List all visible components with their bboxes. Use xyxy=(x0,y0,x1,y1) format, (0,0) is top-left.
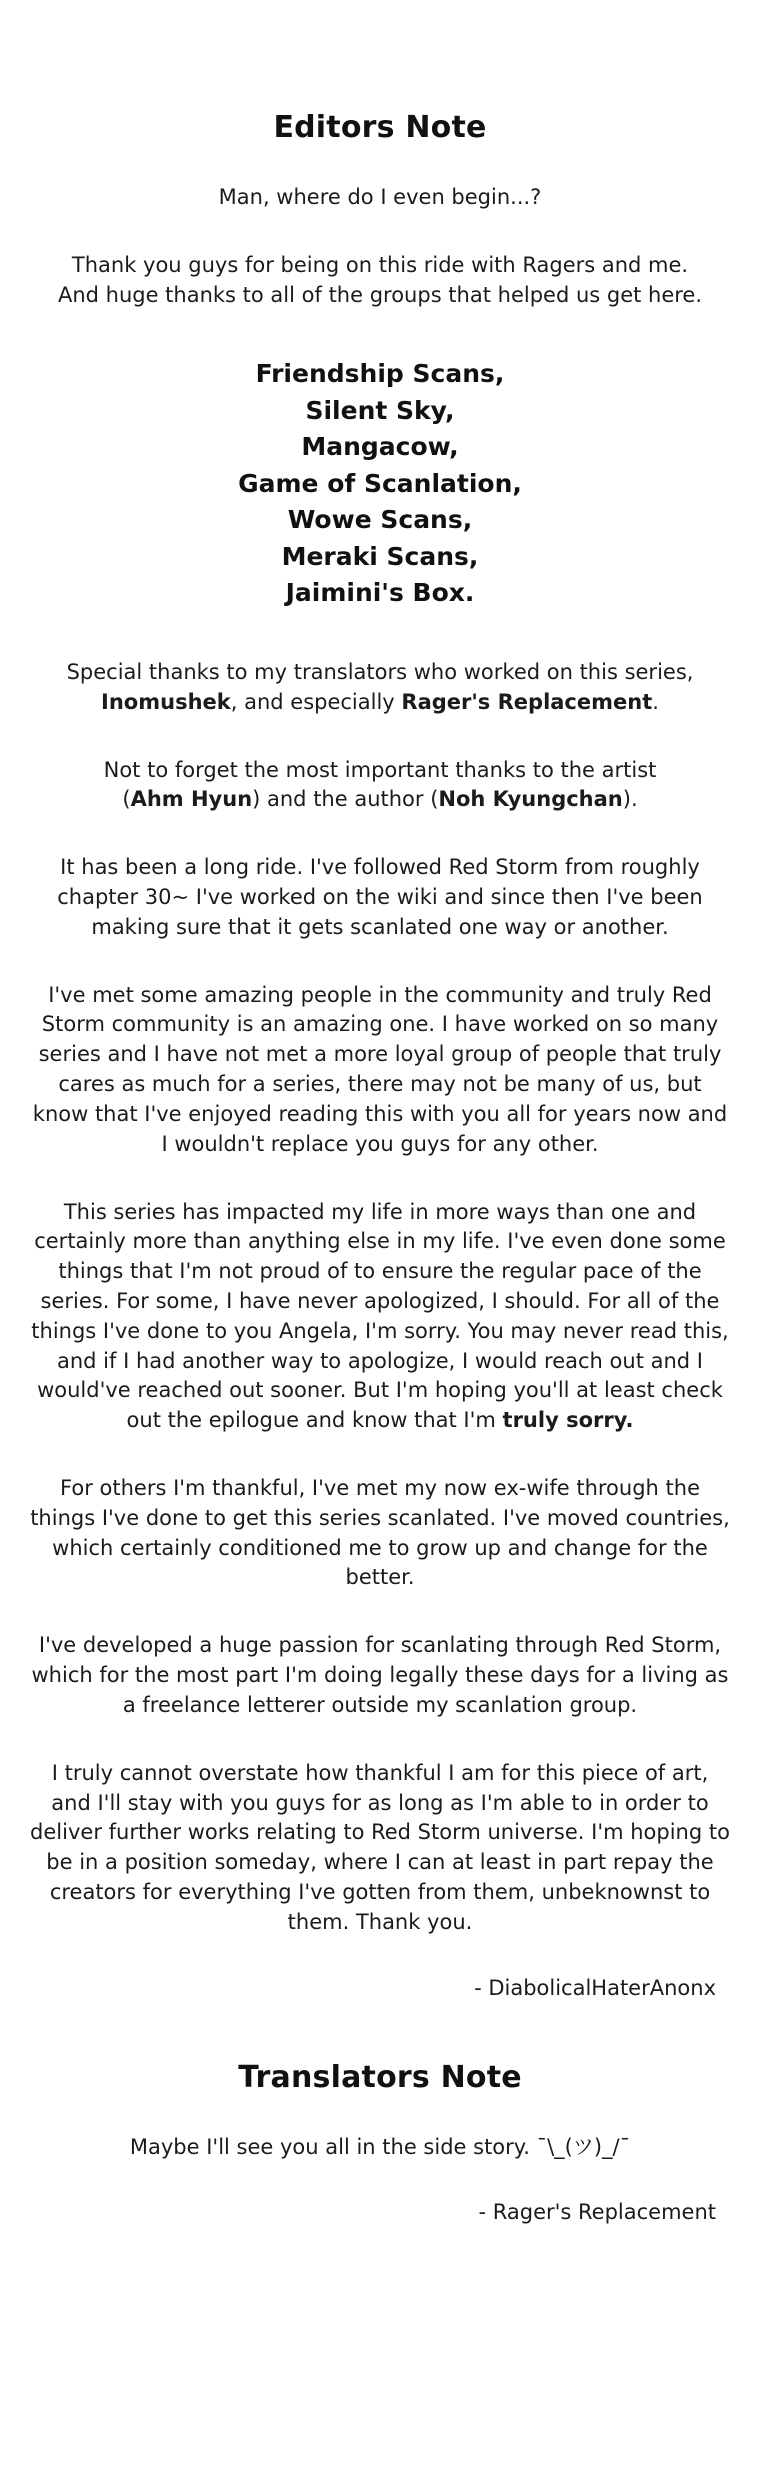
paragraph-impact xyxy=(30,1198,730,1437)
paragraph-closing: I truly cannot overstate how thankful I am for this piece of art, and I'll stay with you guys for as long as I'm able to in order to deliver further works relating to Red Storm universe. I'm hoping to be in a position someday, where I can at least in part repay the creators for everything I've gotten from them, unbeknownst to them. Thank you. xyxy=(30,1760,730,1934)
spacer xyxy=(30,2000,730,2060)
artist-thanks-line-2 xyxy=(30,785,730,815)
spacer xyxy=(30,815,730,853)
translator-thanks-line-1: Special thanks to my translators who worked on this series, xyxy=(66,659,694,684)
note-content xyxy=(30,0,730,2294)
paragraph-long-ride: It has been a long ride. I've followed Red Storm from roughly chapter 30~ I've worked on the wiki and since then I've been making sure that it gets scanlated one way or another. xyxy=(57,855,703,939)
page-right-margin xyxy=(746,0,760,2485)
paragraph-impact-emphasis: truly sorry. xyxy=(502,1408,634,1433)
spacer xyxy=(30,1436,730,1474)
editors-note-title: Editors Note xyxy=(273,110,487,145)
paragraph-passion: I've developed a huge passion for scanlating through Red Storm, which for the most part I'm doing legally these days for a living as a freelance letterer outside my scanlation group. xyxy=(31,1633,729,1717)
paren-close: ). xyxy=(622,787,638,812)
artist-author-connector: ) and the author ( xyxy=(252,787,439,812)
spacer xyxy=(30,213,730,251)
paragraph-impact-text: This series has impacted my life in more ways than one and certainly more than anything else in my life. I've even done some things that I'm not proud of to ensure the regular pace of the series. For some, I have never apologized, I should. For all of the things I've done to you Angela, I'm sorry. You may never read this, and if I had another way to apologize, I would reach out and I would've reached out sooner. But I'm hoping you'll at least check out the epilogue and know that I'm xyxy=(31,1199,729,1433)
spacer xyxy=(30,1938,730,1976)
spacer xyxy=(30,612,730,658)
spacer xyxy=(30,2095,730,2133)
translators-note-signature: - Rager's Replacement xyxy=(478,2200,716,2225)
group-credit-item: Mangacow, xyxy=(301,432,459,462)
spacer xyxy=(30,310,730,356)
artist-name: Ahm Hyun xyxy=(130,787,253,812)
translators-note-title: Translators Note xyxy=(238,2059,522,2095)
group-credit-item: Meraki Scans, xyxy=(281,541,479,571)
spacer xyxy=(30,1160,730,1198)
spacer xyxy=(30,1721,730,1759)
group-credit-item: Game of Scanlation, xyxy=(238,468,522,498)
translator-thanks-line-2 xyxy=(30,688,730,718)
author-name: Noh Kyungchan xyxy=(438,787,623,812)
page-left-margin xyxy=(0,0,14,2485)
spacer xyxy=(30,1593,730,1631)
group-credit-item: Wowe Scans, xyxy=(287,505,473,535)
spacer xyxy=(30,145,730,183)
translators-note-body: Maybe I'll see you all in the side story. ¯\_(ツ)_/¯ xyxy=(129,2134,631,2159)
editors-note-signature: - DiabolicalHaterAnonx xyxy=(474,1975,716,2000)
spacer xyxy=(30,943,730,981)
editors-note-thanks-line-2: And huge thanks to all of the groups that helped us get here. xyxy=(57,282,703,307)
paragraph-exwife: For others I'm thankful, I've met my now ex-wife through the things I've done to get this series scanlated. I've moved countries, which certainly conditioned me to grow up and change for the better. xyxy=(30,1476,730,1590)
paragraph-community: I've met some amazing people in the community and truly Red Storm community is an amazing one. I have worked on so many series and I have not met a more loyal group of people that truly cares as much for a series, there may not be many of us, but know that I've enjoyed reading this with you all for years now and I wouldn't replace you guys for any other. xyxy=(32,982,728,1156)
group-credit-item: Jaimini's Box. xyxy=(285,578,475,608)
translator-name-primary: Inomushek xyxy=(101,689,231,714)
spacer xyxy=(30,718,730,756)
group-credit-item: Silent Sky, xyxy=(305,395,455,425)
editors-note-thanks-line-1: Thank you guys for being on this ride with Ragers and me. xyxy=(71,252,689,277)
translator-name-secondary: Rager's Replacement xyxy=(401,689,653,714)
translator-thanks-conjunction: , and especially xyxy=(230,689,402,714)
editors-note-opening: Man, where do I even begin...? xyxy=(218,185,542,209)
artist-thanks-line-1: Not to forget the most important thanks to the artist xyxy=(103,757,657,782)
translator-thanks-period: . xyxy=(652,689,659,714)
group-credits-list xyxy=(30,356,730,612)
spacer xyxy=(30,2162,730,2200)
group-credit-item: Friendship Scans, xyxy=(255,359,505,389)
paren-open: ( xyxy=(122,787,131,812)
